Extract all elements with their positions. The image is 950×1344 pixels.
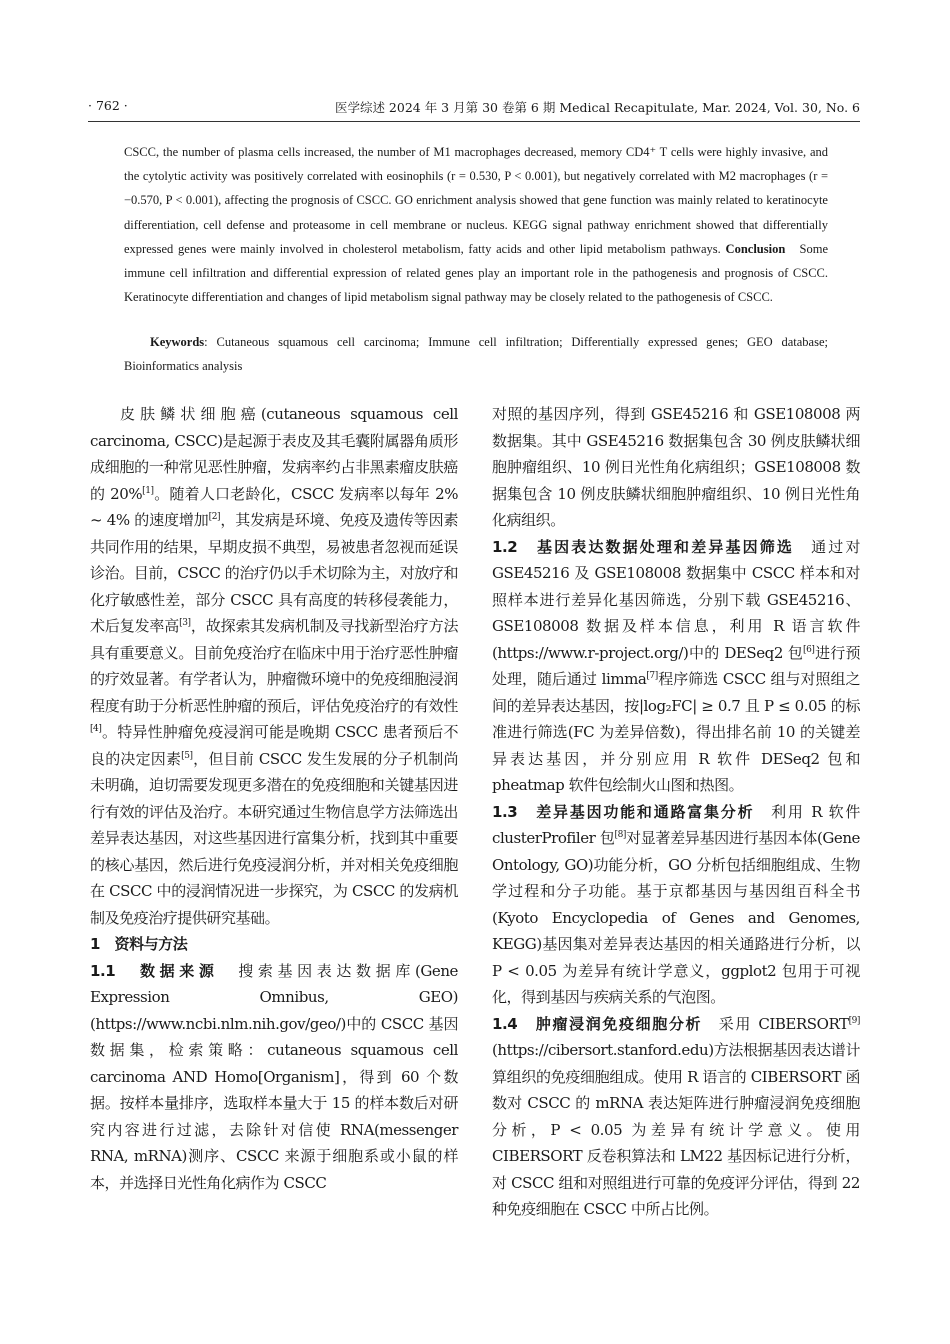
- section-heading-methods: 1 资料与方法: [90, 935, 188, 953]
- subsection-heading: 1.3 差异基因功能和通路富集分析: [492, 802, 755, 821]
- ref-4: [4]: [90, 724, 102, 734]
- keywords: [124, 330, 828, 378]
- ref-9: [9]: [848, 1015, 860, 1026]
- english-abstract: [124, 140, 828, 309]
- header-rule: [88, 121, 860, 122]
- abstract-results-text: CSCC, the number of plasma cells increased, the number of M1 macrophages decreased, memory CD4⁺ T cells were highly invasive, and the cytolytic activity was positively correlated with eosinophils (r = 0.530, P < 0.001), but negatively correlated with M2 macrophages (r = −0.570, P < 0.001), affecting the prognosis of CSCC. GO enrichment analysis showed that gene function was mainly related to keratinocyte differentiation, cell defense and proteasome in cell membrane or nucleus. KEGG signal pathway enrichment showed that differentially expressed genes were mainly involved in cholesterol metabolism, fatty acids and other lipid metabolism pathways.: [124, 145, 828, 256]
- ref-6: [6]: [803, 644, 815, 655]
- subsection-heading: 1.2 基因表达数据处理和差异基因筛选: [492, 537, 795, 556]
- ref-5: [5]: [181, 750, 193, 761]
- conclusion-label: Conclusion: [725, 241, 786, 256]
- right-column: [492, 401, 860, 1223]
- keywords-text: : Cutaneous squamous cell carcinoma; Immune cell infiltration; Differentially expressed genes; GEO database; Bioinformatics analysis: [124, 335, 828, 374]
- ref-1: [1]: [142, 485, 154, 496]
- subsection-heading: 1.4 肿瘤浸润免疫细胞分析: [492, 1014, 703, 1033]
- subsection-heading: 1.1 数据来源: [90, 961, 219, 980]
- subsection-1-3: 1.3 差异基因功能和通路富集分析 利用 R 软件 clusterProfiler 包[8]对显著差异基因进行基因本体(Gene Ontology, GO)功能分析，GO 分析包括细胞组成、生物学过程和分子功能。基于京都基因与基因组百科全书(Kyoto Encyclopedia of Genes and Genomes, KEGG)基因集对差异表达基因的相关通路进行分析，以 P < 0.05 为差异有统计学意义，ggplot2 包用于可视化，得到基因与疾病关系的气泡图。: [492, 802, 860, 1006]
- subsection-1-1: 1.1 数据来源 搜索基因表达数据库(Gene Expression Omnibus, GEO)(https://www.ncbi.nlm.nih.gov/geo/)中的 CSCC 基因数据集，检索策略：cutaneous squamous cell carcinoma AND Homo[Organism]，得到 60 个数据。按样本量排序，选取样本量大于 15 的样本数后对研究内容进行过滤，去除针对信使 RNA(messenger RNA, mRNA)测序、CSCC 来源于细胞系或小鼠的样本，并选择日光性角化病作为 CSCC: [90, 961, 458, 1192]
- left-column: [90, 401, 458, 1196]
- ref-2: [2]: [208, 512, 221, 522]
- continued-paragraph: 对照的基因序列，得到 GSE45216 和 GSE108008 两数据集。其中 GSE45216 数据集包含 30 例皮肤鳞状细胞肿瘤组织、10 例日光性角化病组织；GSE108008 数据集包含 10 例皮肤鳞状细胞肿瘤组织、10 例日光性角化病组织。: [492, 405, 860, 529]
- subsection-1-4: 1.4 肿瘤浸润免疫细胞分析 采用 CIBERSORT[9](https://cibersort.stanford.edu)方法根据基因表达谱计算组织的免疫细胞组成。使用 R 语言的 CIBERSORT 函数对 CSCC 的 mRNA 表达矩阵进行肿瘤浸润免疫细胞分析，P < 0.05 为差异有统计学意义。使用 CIBERSORT 反卷积算法和 LM22 基因标记进行分析，对 CSCC 组和对照组进行可靠的免疫评分评估，得到 22 种免疫细胞在 CSCC 中所占比例。: [492, 1014, 860, 1218]
- ref-3: [3]: [179, 618, 191, 628]
- page-number: · 762 ·: [88, 98, 128, 113]
- journal-citation: 医学综述 2024 年 3 月第 30 卷第 6 期 Medical Recapitulate, Mar. 2024, Vol. 30, No. 6: [334, 100, 860, 115]
- ref-7: [7]: [646, 671, 658, 681]
- ref-8: [8]: [614, 830, 626, 840]
- running-header: [88, 98, 860, 118]
- subsection-1-2: 1.2 基因表达数据处理和差异基因筛选 通过对 GSE45216 及 GSE108008 数据集中 CSCC 样本和对照样本进行差异化基因筛选，分别下载 GSE45216、GSE108008 数据及样本信息，利用 R 语言软件(https://www.r-project.org/)中的 DESeq2 包[6]进行预处理，随后通过 limma[7]程序筛选 CSCC 组与对照组之间的差异表达基因，按|log₂FC| ≥ 0.7 且 P ≤ 0.05 的标准进行筛选(FC 为差异倍数)，得出排名前 10 的关键差异表达基因，并分别应用 R 软件 DESeq2 包和 pheatmap 软件包绘制火山图和热图。: [492, 537, 861, 794]
- abstract-conclusion-text: Some immune cell infiltration and differential expression of related genes play an important role in the pathogenesis and prognosis of CSCC. Keratinocyte differentiation and changes of lipid metabolism signal pathway may be closely related to the pathogenesis of CSCC.: [124, 241, 829, 305]
- intro-paragraph: 皮肤鳞状细胞癌(cutaneous squamous cell carcinoma, CSCC)是起源于表皮及其毛囊附属器角质形成细胞的一种常见恶性肿瘤，发病率约占非黑素瘤皮肤癌的 20%[1]。随着人口老龄化，CSCC 发病率以每年 2% ~ 4% 的速度增加[2]，其发病是环境、免疫及遗传等因素共同作用的结果，早期皮损不典型，易被患者忽视而延误诊治。目前，CSCC 的治疗仍以手术切除为主，对放疗和化疗敏感性差，部分 CSCC 具有高度的转移侵袭能力，术后复发率高[3]，故探索其发病机制及寻找新型治疗方法具有重要意义。目前免疫治疗在临床中用于治疗恶性肿瘤的疗效显著。有学者认为，肿瘤微环境中的免疫细胞浸润程度有助于分析恶性肿瘤的预后，评估免疫治疗的有效性[4]。特异性肿瘤免疫浸润可能是晚期 CSCC 患者预后不良的决定因素[5]，但目前 CSCC 发生发展的分子机制尚未明确，迫切需要发现更多潜在的免疫细胞和关键基因进行有效的评估及治疗。本研究通过生物信息学方法筛选出差异表达基因，对这些基因进行富集分析，找到其中重要的核心基因，然后进行免疫浸润分析，并对相关免疫细胞在 CSCC 中的浸润情况进一步探究，为 CSCC 的发病机制及免疫治疗提供研究基础。: [90, 405, 458, 927]
- keywords-label: Keywords: [150, 335, 205, 349]
